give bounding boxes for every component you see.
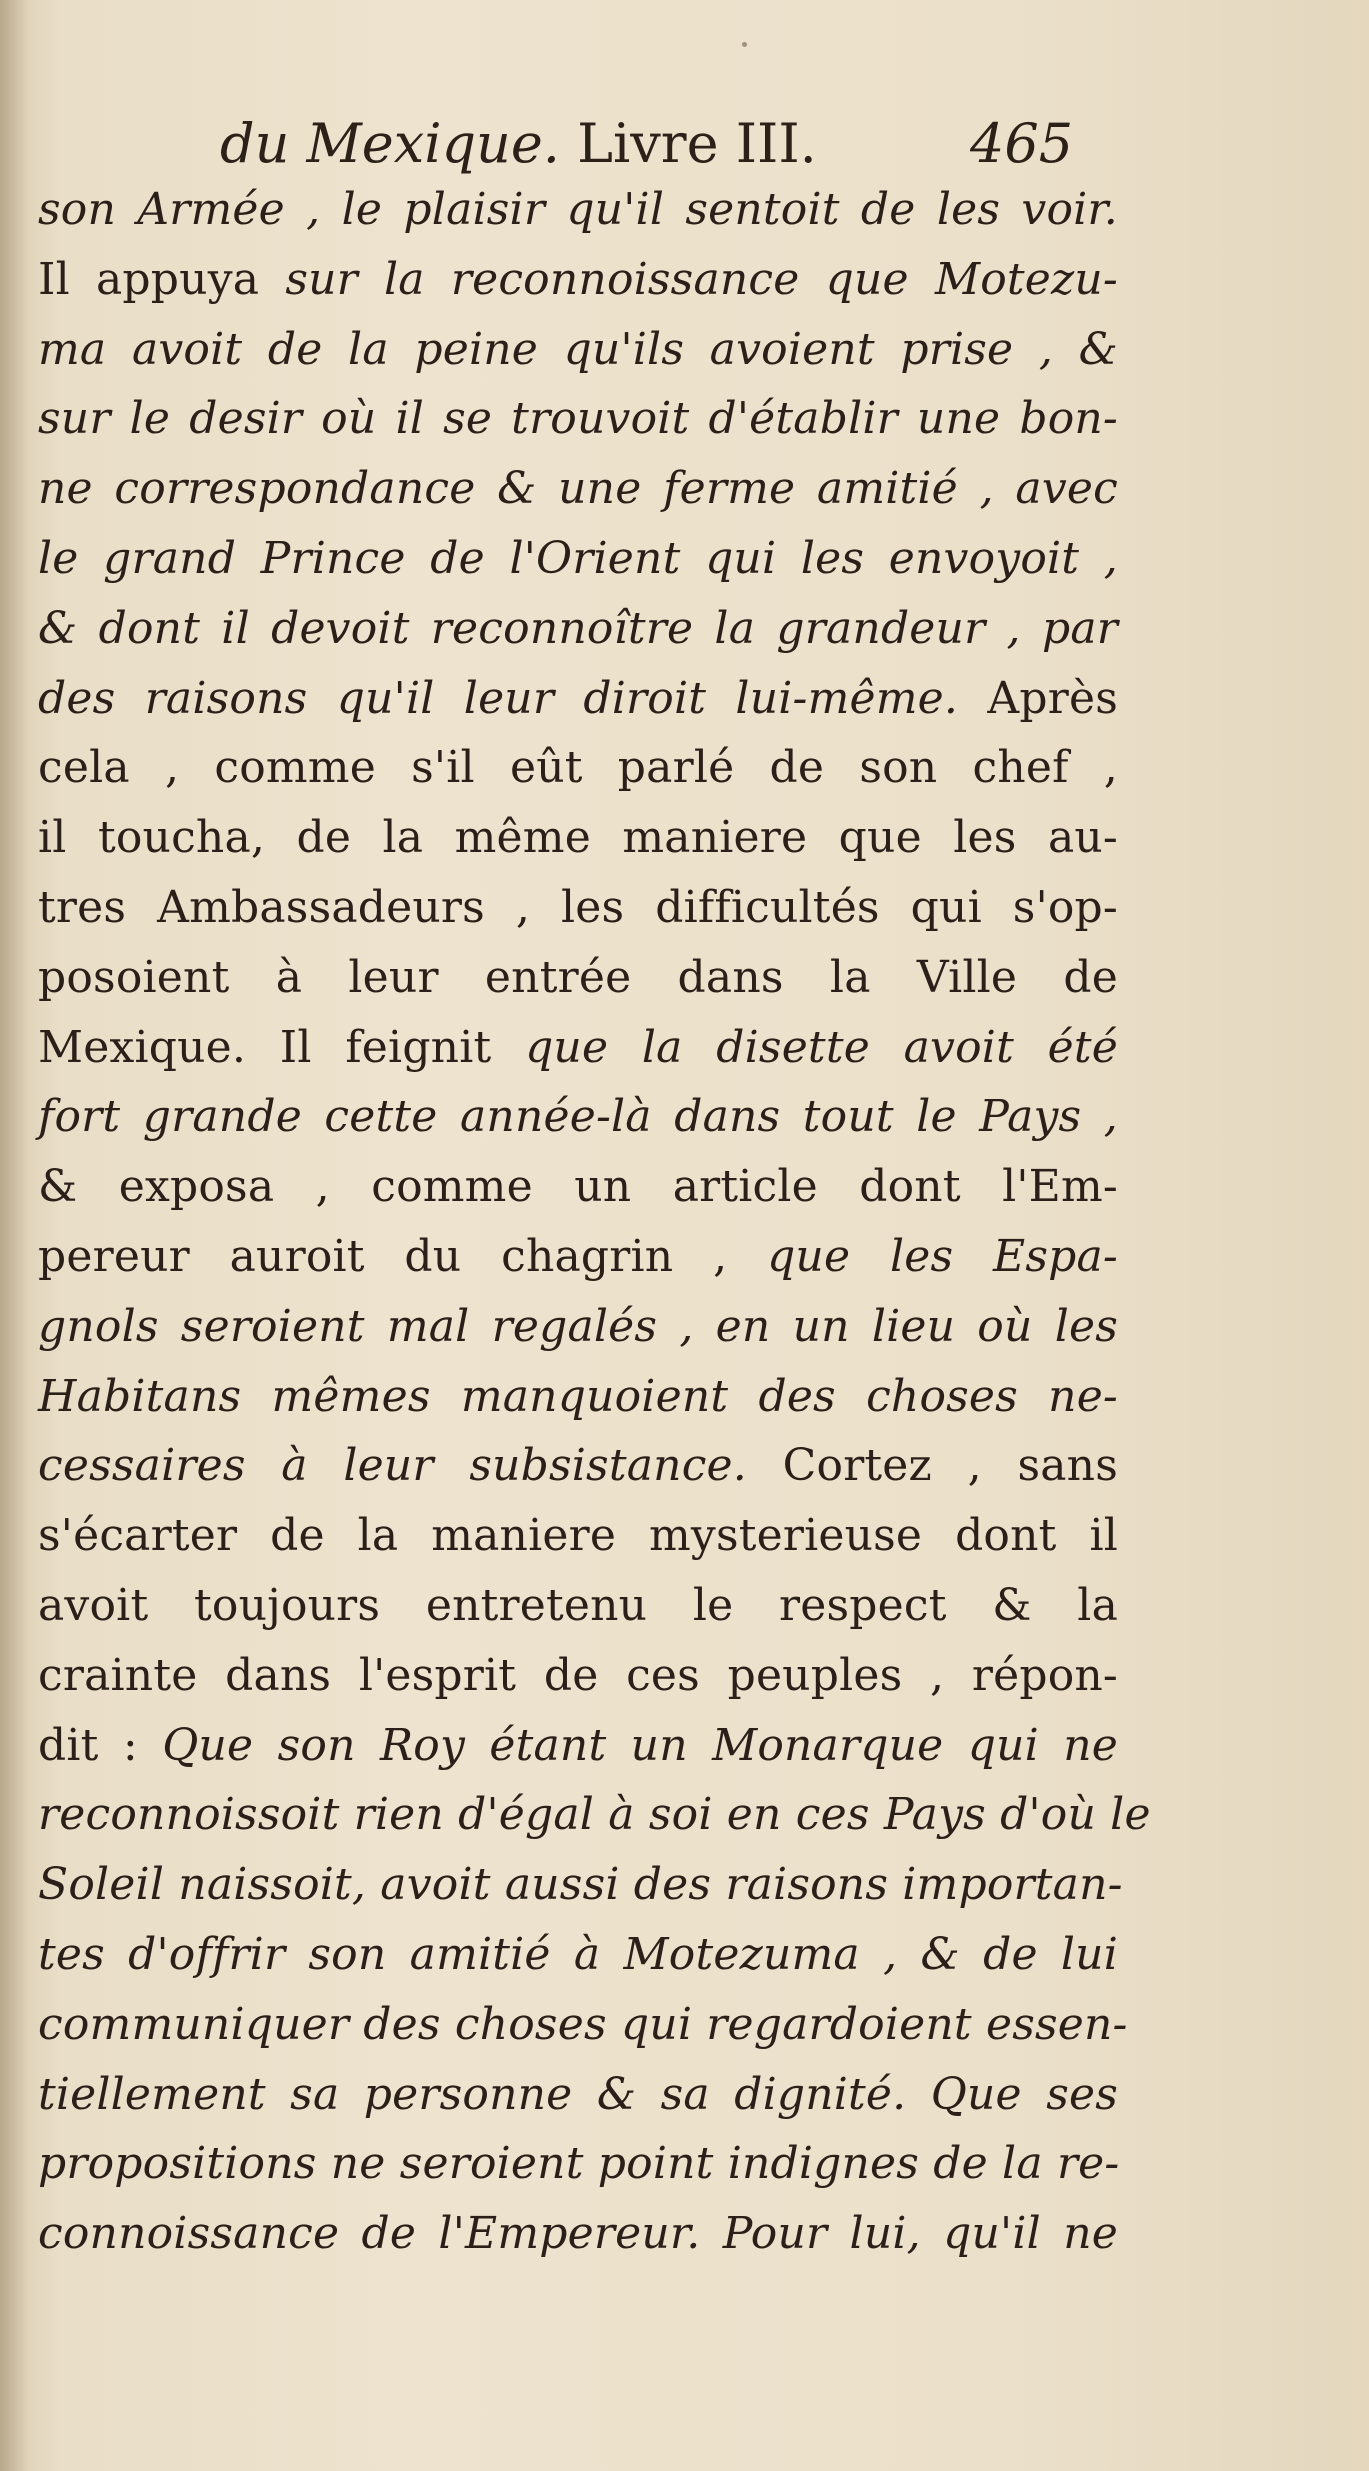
- text-segment: cela , comme s'il eût parlé de son chef ,: [38, 742, 1118, 794]
- paper-speck: [742, 42, 747, 47]
- text-segment: posoient à leur entrée dans la Ville de: [38, 951, 1118, 1003]
- text-line: [38, 943, 1118, 1013]
- text-segment: sur la reconnoissance que Motezu-: [285, 253, 1118, 305]
- text-line: [38, 1501, 1118, 1571]
- text-segment: communiquer des choses qui regardoient essen-: [38, 1998, 1128, 2050]
- text-segment: Que son Roy étant un Monarque qui ne: [162, 1719, 1118, 1771]
- text-line: [38, 1362, 1118, 1432]
- text-segment: pereur auroit du chagrin ,: [38, 1230, 768, 1282]
- text-segment: connoissance de l'Empereur. Pour lui, qu'il ne: [38, 2208, 1118, 2260]
- text-segment: Soleil naissoit, avoit aussi des raisons importan-: [38, 1859, 1123, 1911]
- text-segment: des raisons qu'il leur diroit lui-même.: [38, 672, 959, 724]
- page-number: 465: [970, 112, 1074, 175]
- text-segment: Cortez , sans: [746, 1440, 1118, 1492]
- text-segment: s'écarter de la maniere mysterieuse dont il: [38, 1510, 1118, 1562]
- text-line: [38, 2199, 1118, 2269]
- body-text: [38, 175, 1151, 2269]
- text-segment: que les Espa-: [767, 1230, 1118, 1282]
- text-segment: Il appuya: [38, 253, 286, 305]
- text-segment: sur le desir où il se trouvoit d'établir une bon-: [38, 393, 1118, 445]
- binding-gutter-shadow: [0, 0, 28, 2471]
- text-segment: cessaires à leur subsistance.: [38, 1440, 747, 1492]
- text-segment: tiellement sa personne & sa dignité. Que ses: [38, 2068, 1118, 2120]
- text-segment: son Armée , le plaisir qu'il sentoit de les voir.: [38, 184, 1118, 235]
- text-segment: tes d'offrir son amitié à Motezuma , & de lui: [38, 1928, 1118, 1980]
- text-line: [38, 245, 1118, 315]
- text-segment: dit :: [38, 1719, 163, 1771]
- text-line: [38, 1013, 1118, 1083]
- text-line: [38, 175, 1118, 245]
- text-segment: propositions ne seroient point indignes de la re-: [38, 2138, 1120, 2190]
- text-line: [38, 1920, 1118, 1990]
- text-segment: Après: [958, 672, 1119, 724]
- running-head-title: du Mexique.: [220, 112, 560, 175]
- text-segment: ma avoit de la peine qu'ils avoient prise , &: [38, 323, 1118, 375]
- text-line: [38, 315, 1118, 385]
- text-line: [38, 1850, 1123, 1920]
- text-line: [38, 1292, 1118, 1362]
- text-line: [38, 384, 1118, 454]
- text-line: [38, 454, 1118, 524]
- text-segment: fort grande cette année-là dans tout le Pays ,: [38, 1091, 1118, 1143]
- text-segment: & dont il devoit reconnoître la grandeur , par: [38, 602, 1118, 654]
- text-segment: Mexique. Il feignit: [38, 1021, 526, 1073]
- text-segment: le grand Prince de l'Orient qui les envoyoit ,: [38, 532, 1118, 584]
- text-segment: Habitans mêmes manquoient des choses ne-: [38, 1370, 1118, 1422]
- text-line: [38, 1152, 1118, 1222]
- text-line: [38, 873, 1118, 943]
- text-segment: avoit toujours entretenu le respect & la: [38, 1579, 1118, 1631]
- running-head-book: Livre III.: [559, 112, 817, 175]
- text-line: [38, 733, 1118, 803]
- text-segment: & exposa , comme un article dont l'Em-: [38, 1161, 1118, 1213]
- text-segment: il toucha, de la même maniere que les au-: [38, 812, 1118, 864]
- text-line: [38, 1711, 1118, 1781]
- text-segment: que la disette avoit été: [525, 1021, 1118, 1073]
- text-line: [38, 1641, 1118, 1711]
- text-line: [38, 2129, 1118, 2199]
- text-line: [38, 1431, 1118, 1501]
- text-segment: reconnoissoit rien d'égal à soi en ces Pays d'où le: [38, 1789, 1151, 1841]
- text-line: [38, 1222, 1118, 1292]
- text-line: [38, 1990, 1128, 2060]
- text-segment: tres Ambassadeurs , les difficultés qui s'op-: [38, 881, 1118, 933]
- text-line: [38, 664, 1118, 734]
- text-line: [38, 1082, 1118, 1152]
- text-line: [38, 803, 1118, 873]
- text-line: [38, 2060, 1118, 2130]
- text-line: [38, 594, 1118, 664]
- text-segment: gnols seroient mal regalés , en un lieu où les: [38, 1300, 1118, 1352]
- running-head: [220, 112, 817, 175]
- text-segment: ne correspondance & une ferme amitié , avec: [38, 463, 1118, 515]
- text-line: [38, 524, 1118, 594]
- text-segment: crainte dans l'esprit de ces peuples , répon-: [38, 1649, 1118, 1701]
- text-line: [38, 1780, 1151, 1850]
- text-line: [38, 1571, 1118, 1641]
